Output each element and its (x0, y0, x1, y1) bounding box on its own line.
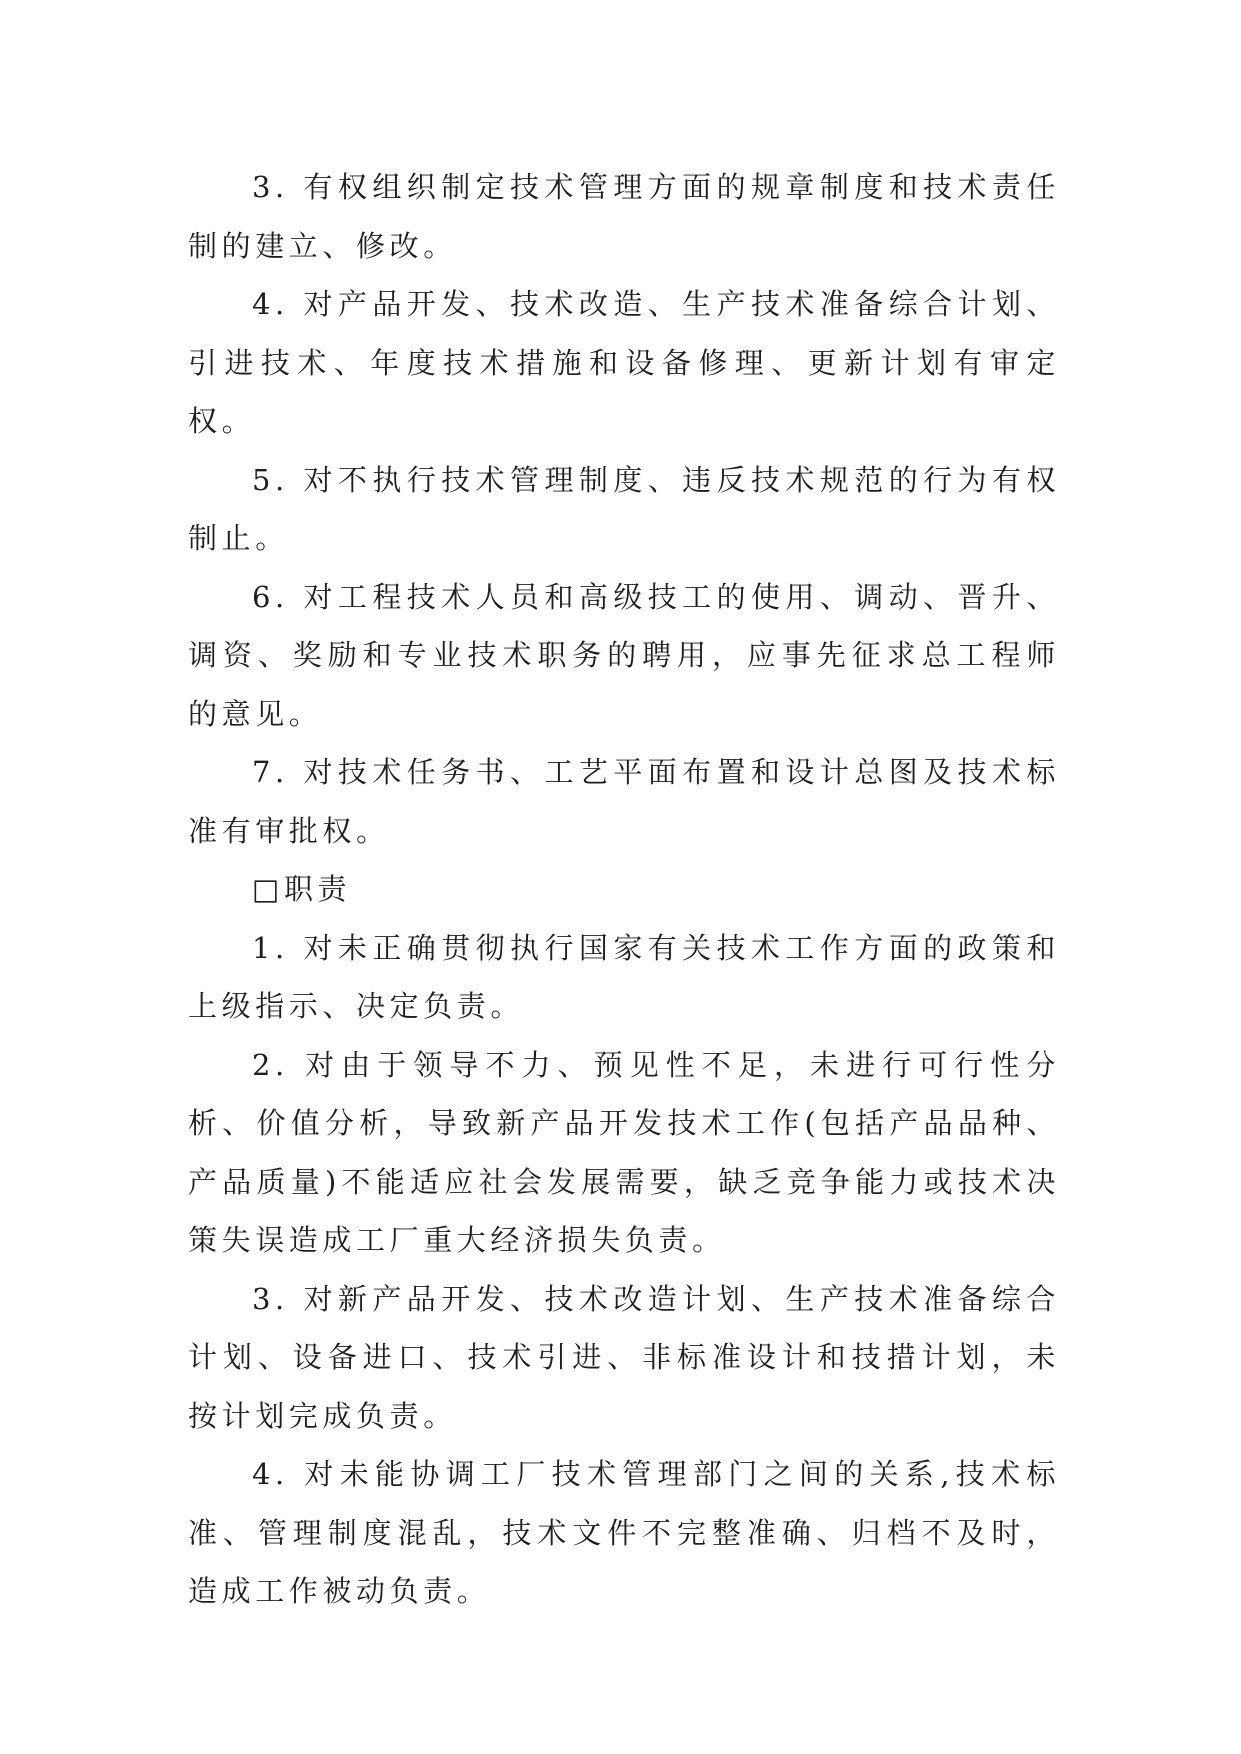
paragraph-duty-3: 3. 对新产品开发、技术改造计划、生产技术准备综合计划、设备进口、技术引进、非标准设计和技措计划，未按计划完成负责。 (188, 1281, 1060, 1433)
document-body (188, 158, 1060, 1621)
paragraph-authority-6: 6. 对工程技术人员和高级技工的使用、调动、晋升、调资、奖励和专业技术职务的聘用，应事先征求总工程师的意见。 (188, 579, 1060, 731)
section-heading-duties: □职责 (252, 872, 352, 906)
paragraph-duty-4: 4. 对未能协调工厂技术管理部门之间的关系,技术标准、管理制度混乱，技术文件不完整准确、归档不及时，造成工作被动负责。 (188, 1457, 1060, 1608)
paragraph-duty-2: 2. 对由于领导不力、预见性不足，未进行可行性分析、价值分析，导致新产品开发技术工作(包括产品品种、产品质量)不能适应社会发展需要，缺乏竞争能力或技术决策失误造成工厂重大经济损失负责。 (188, 1047, 1060, 1257)
paragraph-authority-5: 5. 对不执行技术管理制度、违反技术规范的行为有权制止。 (188, 462, 1060, 555)
paragraph-authority-3: 3. 有权组织制定技术管理方面的规章制度和技术责任制的建立、修改。 (188, 170, 1060, 263)
paragraph-duty-1: 1. 对未正确贯彻执行国家有关技术工作方面的政策和上级指示、决定负责。 (188, 930, 1060, 1023)
paragraph-authority-7: 7. 对技术任务书、工艺平面布置和设计总图及技术标准有审批权。 (188, 755, 1060, 848)
paragraph-authority-4: 4. 对产品开发、技术改造、生产技术准备综合计划、引进技术、年度技术措施和设备修理、更新计划有审定权。 (188, 287, 1060, 438)
